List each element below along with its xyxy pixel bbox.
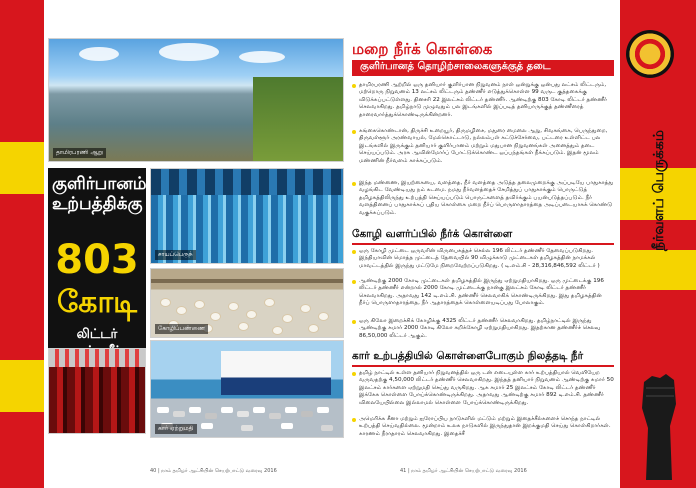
article-title: மறை நீர்க் கொள்கை [352, 40, 493, 58]
section2-title: கோழி வளர்ப்பில் நீர்க் கொள்ளை [352, 228, 513, 240]
car-shape [201, 423, 213, 429]
car-shape [285, 407, 297, 413]
chicken-shape [247, 311, 256, 318]
footer-right: 41 | நாம் தமிழர் ஆட்சியின் செயற்பாட்டு வரைவு 2016 [400, 468, 527, 474]
car-shape [321, 425, 333, 431]
section3-rule [352, 365, 614, 367]
poultry-farm-photo [150, 268, 344, 338]
chicken-shape [309, 325, 318, 332]
cargo-ship-shape [221, 351, 331, 395]
car-export-photo [150, 340, 344, 438]
car-shape [317, 407, 329, 413]
yarn-dyeing-photo [150, 168, 344, 264]
chicken-shape [177, 307, 186, 314]
party-logo-icon [626, 30, 674, 78]
left-margin-band [0, 0, 44, 488]
cloud-shape [79, 47, 119, 61]
chicken-shape [195, 301, 204, 308]
section3-title: கார் உற்பத்தியில் கொள்ளைபோகும் நிலத்தடி நீர் [352, 350, 584, 362]
cloud-shape [239, 51, 285, 63]
chicken-shape [273, 327, 282, 334]
poultry-caption: கோழிப்பண்ணை [155, 324, 208, 334]
left-yellow-stripe-lower [0, 360, 44, 412]
paragraph: கங்கைகொண்டான், திருச்சி உறையூர், திருமழிசை, மதுரை மைலை ஆறு, சிவகங்கை, பெருந்துறை, திருவள்ளூர் அரண்வாயல், மேல்கொட்டாடு, நல்லம்பள் கட்டுச்சேர்வை, பட்டரை உள்ளிட்ட பல இடங்களில் இருக்கும் தனியார் குளிர்பானம் மற்றும் மதுபான நிறுவனங்கள் அனைத்தும் தடை செய்யப்படும். அரசு ஆவின்மோர்ப் போட்டுக்கொண்ட ஒப்பந்தங்கள் நீக்கப்படும். இதன் மூலம் மண்ணின் நீர்வளம் காக்கப்படும். [352, 128, 614, 165]
cloud-shape [159, 43, 219, 61]
side-vertical-title: நீர்வளப் பெருக்கம் [651, 129, 667, 251]
car-shape [237, 411, 249, 417]
chicken-shape [301, 305, 310, 312]
car-shape [281, 423, 293, 429]
paragraph: தாமிரபரணி ஆற்றில் ஒரு தனியார் குளிர்பான நிறுவனம் நாள் ஒன்றுக்கு ஒன்பது லட்சம் லிட்டரும், மற்றொரு நிறுவனம் 13 லட்சம் லிட்டரும் தண்ணீர் எடுத்துக்கொள்ள 99 வருட குத்தகைக்கு விடுக்கப்பட்டுள்ளது. தினசரி 22 இலட்சம் லிட்டர் தண்ணீர். ஆண்டிற்கு 803 கோடி லிட்டர் தண்ணீர் செலவாகிறது. தமிழ்நாடு முழுவதும் பல இடங்களில் இப்படித் தனியாருக்குத் தண்ணீரைத் தாரைவார்த்துக்கொண்டிருக்கின்றனர். [352, 82, 614, 119]
chicken-shape [265, 299, 274, 306]
chicken-shape [161, 299, 170, 306]
callout-number: 803 [55, 237, 139, 283]
car-shape [221, 407, 233, 413]
car-shape [157, 407, 169, 413]
chicken-shape [229, 303, 238, 310]
car-shape [301, 411, 313, 417]
car-shape [189, 407, 201, 413]
yarn-caption: சாயப்பெருந் [155, 250, 196, 260]
paragraph: தமிழ் நாட்டில் உள்ள தனியார் நிறுவனத்தில் ஒரு டன் எடையுள்ள கார் உற்பத்தியால் வெளியேற வருவதற்கு 4,50,000 லிட்டர் தண்ணீர் செலவாகிறது. இந்தத் தனியார் நிறுவனம் ஆண்டிற்கு சுமார் 50 இலட்சம் கார்களை ஏற்றுமதி செய்து வருகிறது. ஆக சுமார் 25 இலட்சம் கோடி லிட்டர் தண்ணீர் இக்கேக கொள்ளை போய்க்கொண்டிருக்கிறது. அதாவது ஆண்டிற்கு சுமார் 892 டி.எம்.சி. தண்ணீர் விலையேயில்லை இல்லாமல் கொள்ளை போய்க்கொண்டிருக்கிறது. [352, 370, 614, 407]
car-shape [253, 407, 265, 413]
paragraph: இந்த மண்ணை, இயற்கையை, வளத்தை, நீர் வளத்தை அடுத்த தலைமுறைக்கு அப்படியே பாதுகாத்து வழங்கிட வேண்டியது நம் கடமை. நமது நீர்வளத்தைச் சேமித்துப் பாதுகாக்கும் பொருட்டுத் தமிழகத்திலிருந்து உற்பத்தி செய்யப்படும் பொருட்களைத் தவிர்க்கும் பயன்படுத்தப்படும். நீர் வளத்தினைப் பாதுகாக்கப் புதிய கொள்கை மறை நீர்ப் பொருளாதாரத்தை அடிப்படையாகக் கொண்டு வகுக்கப்படும். [352, 180, 614, 217]
callout-line3: லிட்டர் [76, 327, 118, 342]
river-photo [48, 38, 344, 162]
car-shape [173, 411, 185, 417]
raised-fist-icon [632, 368, 684, 480]
car-shape [205, 413, 217, 419]
car-caption: கார் ஏற்றுமதி [155, 424, 197, 434]
paragraph: ஒரு கிலோ இறைச்சிக் கோழிக்கு 4325 லிட்டர் தண்ணீர் செலவாகிறது. தமிழ்நாட்டில் இருந்து ஆண்டிற்கு சுமார் 2000 கோடி கிலோ கறிக்கோழி ஏற்றுமதியாகிறது. இதற்கான தண்ணீர்ச் செலவு 86,50,000 லிட்டர் ஆகும். [352, 318, 614, 340]
chicken-shape [319, 313, 328, 320]
paragraph: ஒரு கோழி முட்டை ஒருவரின் விருபைகத்தச் செல்ல 196 லிட்டர் தண்ணீர் தேவைப்படுகிறது. இந்தியாவின் மொத்த முட்டைத் தேவையில் 90 விழுக்காடு முட்டைகள் தமிழகத்தின் நாமக்கல் மாவட்டத்தில் இருந்து மட்டுமே நிறைவேற்றப்படுகிறது. ( டி.எம்.சி - 28,316,846,592 லிட்டர் ) [352, 248, 614, 270]
river-caption: தாமிரபரணி ஆறு [53, 148, 106, 158]
paragraph: அமெரிக்க சீனா மற்றும் ஐரோப்பிய நாடுகளில் மட்டும் மற்றும் இதைச்சீல்களைச் சொந்த நாட்டில் உற்பத்தி செய்வதில்லை. மூன்றாம் உலக நாடுகளில் இருந்துதான் இறக்குமதி செய்து கொள்கிறார்கள். காரணம் நீராதாரம் செலவாகிறது. இதைச்சீ [352, 416, 614, 438]
river-bank-trees [253, 77, 343, 162]
paragraph: ஆண்டிற்கு 2000 கோடி முட்டைகள் தமிழகத்தில் இருந்து ஏற்றுமதியாகிறது. ஒரு முட்டைக்கு 196 லிட்டர் தண்ணீர் என்றால் 2000 கோடி முட்டைக்கு நான்கு இலட்சம் கோடி லிட்டர் தண்ணீர் செலவாகிறது. அதாவது 142 டி.எம்.சி. தண்ணீர் செலவாகிக் கொண்டிருக்கிறது. இது தமிழகத்தின் நீர்ப் பொருளாதாரத்தை, நீர் ஆதாரத்தைக் கொள்ளையடிப்பது போலாகும். [352, 278, 614, 308]
chicken-shape [211, 313, 220, 320]
footer-left: 40 | நாம் தமிழர் ஆட்சியின் செயற்பாட்டு வரைவு 2016 [150, 468, 277, 474]
bottles-photo [48, 348, 146, 434]
callout-unit: கோடி [56, 285, 138, 320]
chicken-shape [283, 315, 292, 322]
article-subtitle: குளிர்பானத் தொழிற்சாலைகளுக்குத் தடை [360, 61, 551, 72]
car-shape [241, 425, 253, 431]
car-shape [269, 413, 281, 419]
left-yellow-stripe [0, 142, 44, 194]
chicken-shape [239, 323, 248, 330]
callout-line1: குளிர்பானம் உற்பத்திக்கு [52, 174, 147, 214]
shed-beam [151, 279, 344, 283]
section2-rule [352, 243, 614, 245]
